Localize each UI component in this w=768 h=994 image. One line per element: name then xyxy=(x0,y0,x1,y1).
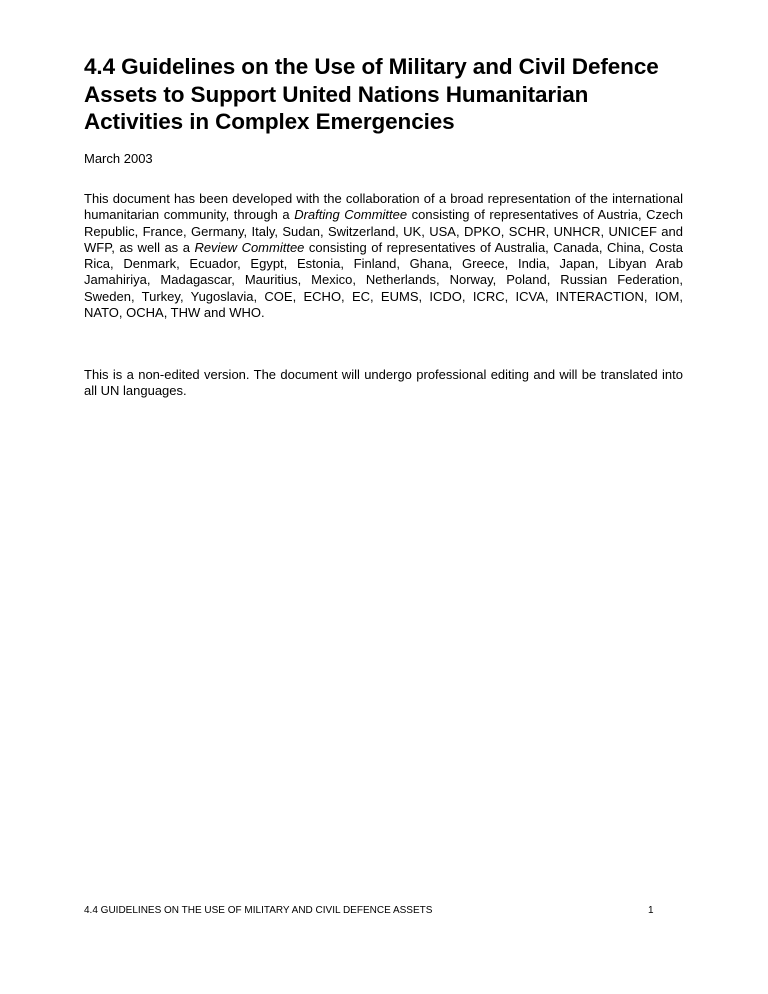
non-edited-notice-paragraph: This is a non-edited version. The document will undergo professional editing and will be translated into all UN languages. xyxy=(84,367,683,399)
paragraph-text: consisting of representatives of Australia, Canada, China, Costa Rica, Denmark, Ecuador, Egypt, Estonia, Finland, Ghana, Greece, India, Japan, Libyan Arab Jamahiriya, Madagascar, Mauritius, Mexico, Netherlands, Norway, Poland, Russian Federation, Sweden, Turkey, Yugoslavia, COE, ECHO, EC, EUMS, ICDO, ICRC, ICVA, INTERACTION, IOM, NATO, OCHA, THW and WHO. xyxy=(84,239,683,321)
page-number: 1 xyxy=(648,905,654,916)
document-title: 4.4 Guidelines on the Use of Military and Civil Defence Assets to Support United Nations Humanitarian Activities in Complex Emergencies xyxy=(84,54,659,134)
paragraph-text: This document has been developed with the collaboration of a broad representation of the international humanitarian community, through a xyxy=(84,191,683,223)
paragraph-text: consisting of representatives of Austria, Czech Republic, France, Germany, Italy, Sudan, Switzerland, UK, USA, DPKO, SCHR, UNHCR, UNICEF and WFP, as well as a xyxy=(84,207,683,255)
collaboration-paragraph xyxy=(84,191,683,321)
document-date: March 2003 xyxy=(84,151,153,166)
running-footer: 4.4 GUIDELINES ON THE USE OF MILITARY AND CIVIL DEFENCE ASSETS xyxy=(84,905,433,916)
drafting-committee-term: Drafting Committee xyxy=(294,207,408,223)
review-committee-term: Review Committee xyxy=(194,239,305,255)
